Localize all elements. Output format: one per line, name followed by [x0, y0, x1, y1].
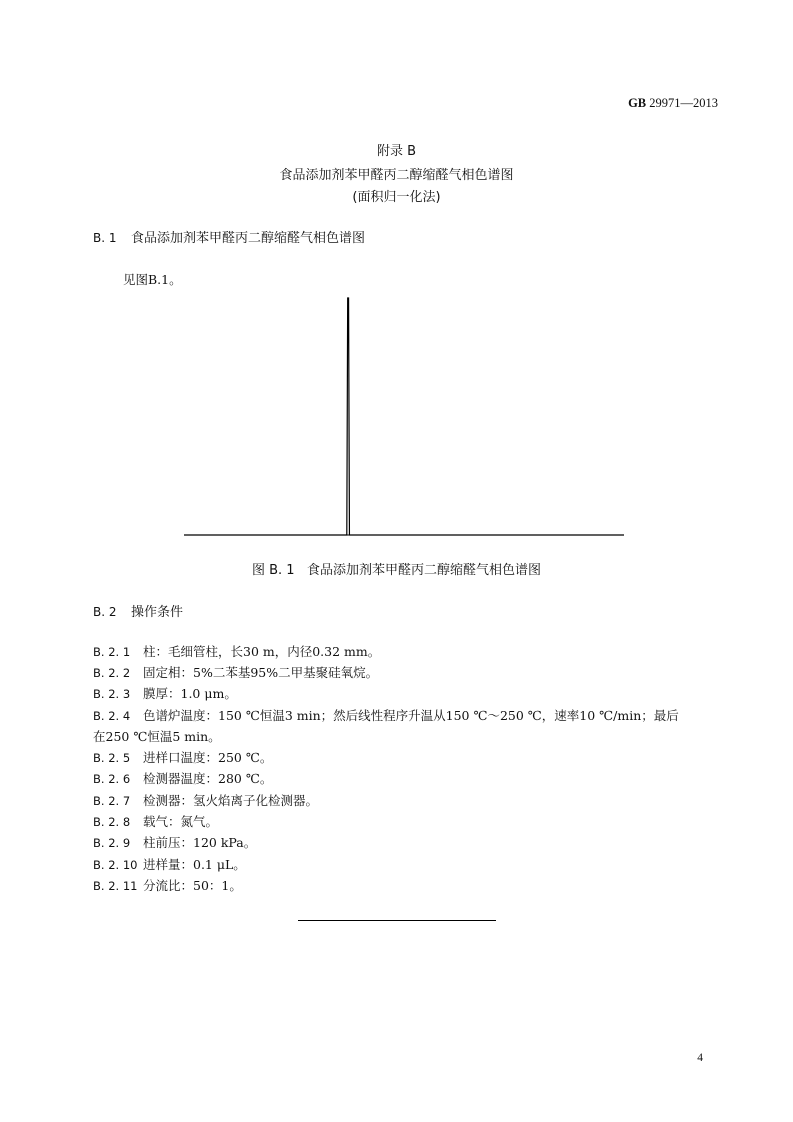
condition-text: 进样口温度：250 ℃。 [143, 750, 273, 765]
appendix-subtitle: (面积归一化法) [352, 190, 441, 205]
condition-item [93, 705, 679, 727]
standard-code: 29971—2013 [649, 96, 718, 110]
condition-number: B. 2. 1 [93, 645, 131, 659]
condition-text: 色谱炉温度：150 ℃恒温3 min；然后线性程序升温从150 ℃～250 ℃，速率10 ℃/min；最后 [143, 708, 679, 723]
condition-item [93, 832, 256, 854]
condition-item [93, 747, 272, 769]
page-number: 4 [697, 1052, 703, 1064]
condition-number: B. 2. 11 [93, 879, 138, 893]
section-b2-number: B. 2 [93, 605, 117, 619]
condition-number: B. 2. 2 [93, 666, 131, 680]
appendix-title: 食品添加剂苯甲醛丙二醇缩醛气相色谱图 [279, 168, 514, 183]
figure-caption-title: 食品添加剂苯甲醛丙二醇缩醛气相色谱图 [306, 563, 541, 578]
condition-text: 进样量：0.1 μL。 [143, 857, 246, 872]
section-b2-title: 操作条件 [131, 605, 184, 620]
section-b1-number: B. 1 [93, 231, 117, 245]
condition-text: 分流比：50：1。 [143, 878, 242, 893]
condition-item [93, 641, 380, 663]
section-b2-heading [93, 601, 183, 620]
section-b1-text: 见图B.1。 [123, 272, 182, 287]
condition-text: 检测器：氢火焰离子化检测器。 [143, 793, 319, 808]
condition-text: 固定相：5%二苯基95%二甲基聚硅氧烷。 [143, 665, 379, 680]
section-b1-title: 食品添加剂苯甲醛丙二醇缩醛气相色谱图 [131, 231, 366, 246]
figure-caption-number: 图 B. 1 [251, 563, 295, 578]
condition-number: B. 2. 10 [93, 858, 138, 872]
condition-item-continuation: 在250 ℃恒温5 min。 [93, 729, 221, 744]
condition-number: B. 2. 7 [93, 794, 131, 808]
appendix-label: 附录 B [376, 144, 417, 159]
condition-number: B. 2. 6 [93, 772, 131, 786]
standard-prefix: GB [628, 96, 647, 110]
condition-item [93, 790, 318, 812]
chromatogram-trace [184, 298, 624, 535]
figure-caption [0, 559, 793, 578]
condition-number: B. 2. 4 [93, 709, 131, 723]
condition-number: B. 2. 5 [93, 751, 131, 765]
condition-number: B. 2. 9 [93, 836, 131, 850]
condition-text: 柱前压：120 kPa。 [143, 835, 257, 850]
condition-item [93, 662, 378, 684]
condition-item [93, 811, 218, 833]
condition-text: 柱：毛细管柱，长30 m，内径0.32 mm。 [143, 644, 381, 659]
condition-item [93, 768, 272, 790]
condition-item [93, 854, 246, 876]
end-rule [298, 920, 496, 921]
condition-item [93, 683, 237, 705]
condition-text: 膜厚：1.0 μm。 [143, 686, 237, 701]
condition-item [93, 875, 242, 897]
chromatogram-chart [0, 0, 793, 560]
condition-number: B. 2. 8 [93, 815, 131, 829]
condition-text: 载气：氮气。 [143, 814, 219, 829]
condition-number: B. 2. 3 [93, 687, 131, 701]
condition-text: 检测器温度：280 ℃。 [143, 771, 273, 786]
